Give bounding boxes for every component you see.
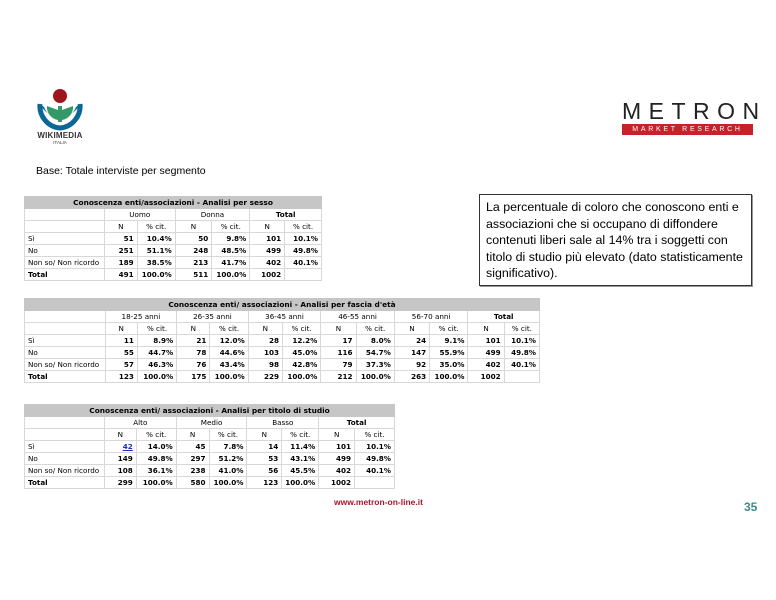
note-box: La percentuale di coloro che conoscono enti e associazioni che si occupano di diffondere contenuti liberi sale al 14% tra i soggetti con titolo di studio più elevato (dato statisticamente significativo). <box>479 194 752 286</box>
row-label: No <box>25 347 106 359</box>
table-title: Conoscenza enti/ associazioni - Analisi per titolo di studio <box>25 405 395 417</box>
subheader: N <box>319 429 355 441</box>
cell <box>285 269 322 281</box>
cell: 248 <box>175 245 212 257</box>
cell: 511 <box>175 269 212 281</box>
group-header: 56-70 anni <box>394 311 468 323</box>
subheader: % cit. <box>282 323 320 335</box>
table-row <box>25 245 322 257</box>
table-total-row <box>25 371 540 383</box>
group-header: Total <box>319 417 395 429</box>
table-subheader-row <box>25 429 395 441</box>
cell: 49.8% <box>285 245 322 257</box>
cell: 402 <box>468 359 504 371</box>
cell: 499 <box>319 453 355 465</box>
subheader: N <box>321 323 356 335</box>
cell: 40.1% <box>355 465 395 477</box>
table-title: Conoscenza enti/ associazioni - Analisi per fascia d'età <box>25 299 540 311</box>
table-group-header-row <box>25 417 395 429</box>
subheader: % cit. <box>356 323 394 335</box>
cell: 43.1% <box>282 453 319 465</box>
group-header: 18-25 anni <box>105 311 177 323</box>
cell: 238 <box>176 465 209 477</box>
cell: 8.9% <box>137 335 176 347</box>
cell: 17 <box>321 335 356 347</box>
subheader: % cit. <box>136 429 176 441</box>
subheader: % cit. <box>209 429 247 441</box>
cell: 49.8% <box>136 453 176 465</box>
row-label: Total <box>25 371 106 383</box>
subheader: N <box>250 221 285 233</box>
table-row <box>25 257 322 269</box>
table-row <box>25 441 395 453</box>
group-header: Basso <box>247 417 319 429</box>
cell: 42.8% <box>282 359 320 371</box>
cell: 100.0% <box>282 477 319 489</box>
cell: 40.1% <box>285 257 322 269</box>
table-total-row <box>25 477 395 489</box>
cell: 45 <box>176 441 209 453</box>
cell: 100.0% <box>136 477 176 489</box>
cell: 45.0% <box>282 347 320 359</box>
subheader: % cit. <box>282 429 319 441</box>
cell: 100.0% <box>209 477 247 489</box>
table-group-header-row <box>25 209 322 221</box>
table-total-row <box>25 269 322 281</box>
group-header: 46-55 anni <box>321 311 395 323</box>
row-label: Total <box>25 269 105 281</box>
group-header: 36-45 anni <box>248 311 321 323</box>
metron-logo <box>622 98 767 135</box>
base-label: Base: Totale interviste per segmento <box>36 165 206 177</box>
cell: 402 <box>250 257 285 269</box>
cell: 50 <box>175 233 212 245</box>
cell: 8.0% <box>356 335 394 347</box>
cell: 37.3% <box>356 359 394 371</box>
row-label: Sì <box>25 335 106 347</box>
subheader: % cit. <box>137 323 176 335</box>
cell: 9.1% <box>430 335 468 347</box>
row-label: Non so/ Non ricordo <box>25 359 106 371</box>
group-header: Medio <box>176 417 247 429</box>
cell: 402 <box>319 465 355 477</box>
subheader: N <box>176 429 209 441</box>
table-row <box>25 359 540 371</box>
cell: 10.1% <box>504 335 539 347</box>
cell: 57 <box>105 359 137 371</box>
cell: 55.9% <box>430 347 468 359</box>
subheader: N <box>247 429 282 441</box>
cell <box>504 371 539 383</box>
cell: 44.7% <box>137 347 176 359</box>
cell: 212 <box>321 371 356 383</box>
cell: 1002 <box>250 269 285 281</box>
cell: 21 <box>177 335 210 347</box>
cell: 43.4% <box>210 359 248 371</box>
subheader: N <box>175 221 212 233</box>
cell: 499 <box>468 347 504 359</box>
cell: 40.1% <box>504 359 539 371</box>
group-header: Total <box>468 311 540 323</box>
cell: 12.0% <box>210 335 248 347</box>
table-age <box>24 298 540 383</box>
cell: 51 <box>104 233 137 245</box>
table-row <box>25 347 540 359</box>
subheader: % cit. <box>137 221 175 233</box>
cell: 108 <box>104 465 136 477</box>
table-row <box>25 453 395 465</box>
cell: 100.0% <box>137 371 176 383</box>
cell: 100.0% <box>137 269 175 281</box>
cell: 98 <box>248 359 282 371</box>
row-label: Non so/ Non ricordo <box>25 465 105 477</box>
table-row <box>25 465 395 477</box>
table-row <box>25 335 540 347</box>
cell: 189 <box>104 257 137 269</box>
cell: 1002 <box>468 371 504 383</box>
cell: 78 <box>177 347 210 359</box>
cell: 14.0% <box>136 441 176 453</box>
cell: 36.1% <box>136 465 176 477</box>
group-header: Uomo <box>104 209 175 221</box>
cell: 41.0% <box>209 465 247 477</box>
cell: 175 <box>177 371 210 383</box>
group-header: Total <box>250 209 322 221</box>
cell: 149 <box>104 453 136 465</box>
cell: 100.0% <box>430 371 468 383</box>
cell: 123 <box>247 477 282 489</box>
table-subheader-row <box>25 221 322 233</box>
cell: 14 <box>247 441 282 453</box>
wikimedia-logo-sub: ITALIA <box>53 140 67 145</box>
cell: 55 <box>105 347 137 359</box>
subheader: N <box>104 429 136 441</box>
cell: 10.1% <box>355 441 395 453</box>
subheader: % cit. <box>210 323 248 335</box>
cell: 580 <box>176 477 209 489</box>
cell-link[interactable]: 42 <box>122 442 133 451</box>
table-group-header-row <box>25 311 540 323</box>
table-row <box>25 233 322 245</box>
cell: 92 <box>394 359 429 371</box>
cell: 147 <box>394 347 429 359</box>
cell: 49.8% <box>504 347 539 359</box>
cell: 46.3% <box>137 359 176 371</box>
cell: 101 <box>468 335 504 347</box>
cell: 251 <box>104 245 137 257</box>
cell: 45.5% <box>282 465 319 477</box>
cell: 10.4% <box>137 233 175 245</box>
cell: 48.5% <box>212 245 250 257</box>
subheader: % cit. <box>212 221 250 233</box>
cell: 123 <box>105 371 137 383</box>
cell: 103 <box>248 347 282 359</box>
cell: 297 <box>176 453 209 465</box>
cell: 263 <box>394 371 429 383</box>
cell: 499 <box>250 245 285 257</box>
cell: 100.0% <box>282 371 320 383</box>
cell: 54.7% <box>356 347 394 359</box>
cell: 100.0% <box>356 371 394 383</box>
cell: 44.6% <box>210 347 248 359</box>
row-label: Sì <box>25 441 105 453</box>
cell: 101 <box>250 233 285 245</box>
table-education <box>24 404 395 489</box>
row-label: Sì <box>25 233 105 245</box>
cell: 79 <box>321 359 356 371</box>
subheader: % cit. <box>355 429 395 441</box>
page-number: 35 <box>744 500 758 514</box>
group-header: 26-35 anni <box>177 311 249 323</box>
subheader: % cit. <box>285 221 322 233</box>
subheader: N <box>105 323 137 335</box>
cell: 299 <box>104 477 136 489</box>
group-header: Donna <box>175 209 250 221</box>
footer-url-link[interactable]: www.metron-on-line.it <box>334 497 423 507</box>
subheader: % cit. <box>504 323 539 335</box>
cell: 51.1% <box>137 245 175 257</box>
cell: 41.7% <box>212 257 250 269</box>
row-label: Total <box>25 477 105 489</box>
cell: 51.2% <box>209 453 247 465</box>
cell: 76 <box>177 359 210 371</box>
table-gender <box>24 196 322 281</box>
cell <box>355 477 395 489</box>
cell: 53 <box>247 453 282 465</box>
cell: 116 <box>321 347 356 359</box>
row-label: Non so/ Non ricordo <box>25 257 105 269</box>
cell: 24 <box>394 335 429 347</box>
metron-logo-name: METRON <box>622 98 767 124</box>
cell: 10.1% <box>285 233 322 245</box>
cell: 12.2% <box>282 335 320 347</box>
wikimedia-logo-name: WIKIMEDIA <box>37 131 83 140</box>
row-label: No <box>25 245 105 257</box>
cell: 1002 <box>319 477 355 489</box>
subheader: N <box>104 221 137 233</box>
subheader: % cit. <box>430 323 468 335</box>
subheader: N <box>394 323 429 335</box>
cell: 491 <box>104 269 137 281</box>
cell: 11.4% <box>282 441 319 453</box>
cell: 7.8% <box>209 441 247 453</box>
group-header: Alto <box>104 417 176 429</box>
cell: 28 <box>248 335 282 347</box>
cell: 11 <box>105 335 137 347</box>
cell: 9.8% <box>212 233 250 245</box>
cell: 35.0% <box>430 359 468 371</box>
row-label: No <box>25 453 105 465</box>
cell: 101 <box>319 441 355 453</box>
subheader: N <box>248 323 282 335</box>
metron-logo-tagline: MARKET RESEARCH <box>622 124 753 135</box>
subheader: N <box>177 323 210 335</box>
cell: 38.5% <box>137 257 175 269</box>
cell: 213 <box>175 257 212 269</box>
cell: 49.8% <box>355 453 395 465</box>
subheader: N <box>468 323 504 335</box>
cell: 229 <box>248 371 282 383</box>
cell: 100.0% <box>212 269 250 281</box>
table-subheader-row <box>25 323 540 335</box>
cell: 56 <box>247 465 282 477</box>
table-title: Conoscenza enti/associazioni - Analisi per sesso <box>25 197 322 209</box>
cell: 100.0% <box>210 371 248 383</box>
